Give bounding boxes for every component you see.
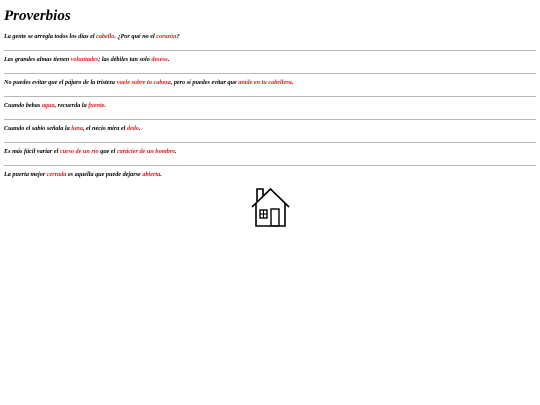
proverb-keyword: dedo — [126, 125, 139, 132]
proverb-keyword: voluntades — [70, 56, 99, 63]
proverb-keyword: fuente — [88, 102, 105, 109]
proverb-item — [4, 97, 536, 119]
proverb-text: La puerta mejor — [4, 171, 47, 178]
proverb-text: . — [167, 56, 170, 63]
house-icon — [250, 186, 291, 228]
home-link[interactable] — [250, 186, 291, 228]
page-title: Proverbios — [4, 8, 71, 24]
proverb-keyword: vuele sobre tu cabeza — [116, 79, 171, 86]
proverb-text: , el necio mira el — [82, 125, 127, 132]
proverb-text: Cuando el sabio señala la — [4, 125, 72, 132]
proverb-text: . — [104, 102, 106, 109]
proverb-text: . — [160, 171, 162, 178]
proverb-text: ? — [176, 33, 180, 40]
proverb-text: . — [174, 148, 177, 155]
proverb-item — [4, 51, 536, 73]
proverb-text: Es más fácil variar el — [4, 148, 60, 155]
proverb-keyword: anide en tu cabellera — [238, 79, 292, 86]
proverb-text: Cuando bebas — [4, 102, 42, 109]
proverb-item — [4, 28, 536, 50]
proverb-item — [4, 166, 536, 188]
proverb-text: No puedes evitar que el pájaro de la tristeza — [4, 79, 117, 86]
proverb-keyword: carácter de un hombre — [116, 148, 175, 155]
proverb-text: . ¿Por qué no el — [114, 33, 157, 40]
proverb-keyword: cerrada — [46, 171, 67, 178]
proverb-text: ; las débiles tan solo — [98, 56, 152, 63]
proverb-keyword: cabello — [96, 33, 115, 40]
proverb-item — [4, 74, 536, 96]
proverb-text: es aquella que puede dejarse — [66, 171, 143, 178]
proverb-text: que el — [98, 148, 117, 155]
proverb-keyword: deseos — [151, 56, 168, 63]
proverb-keyword: agua — [41, 102, 55, 109]
proverb-list — [4, 28, 536, 188]
proverb-keyword: corazón — [156, 33, 177, 40]
proverb-keyword: luna — [71, 125, 83, 132]
proverb-keyword: abierta — [142, 171, 161, 178]
proverb-text: . — [291, 79, 294, 86]
proverb-text: , pero sí puedes evitar que — [170, 79, 239, 86]
proverb-text: , recuerda la — [54, 102, 89, 109]
proverb-keyword: curso de un río — [59, 148, 99, 155]
proverb-text: La gente se arregla todos los días el — [4, 33, 97, 40]
proverb-item — [4, 143, 536, 165]
proverb-text: Las grandes almas tienen — [4, 56, 71, 63]
proverb-text: . — [138, 125, 141, 132]
proverb-item — [4, 120, 536, 142]
